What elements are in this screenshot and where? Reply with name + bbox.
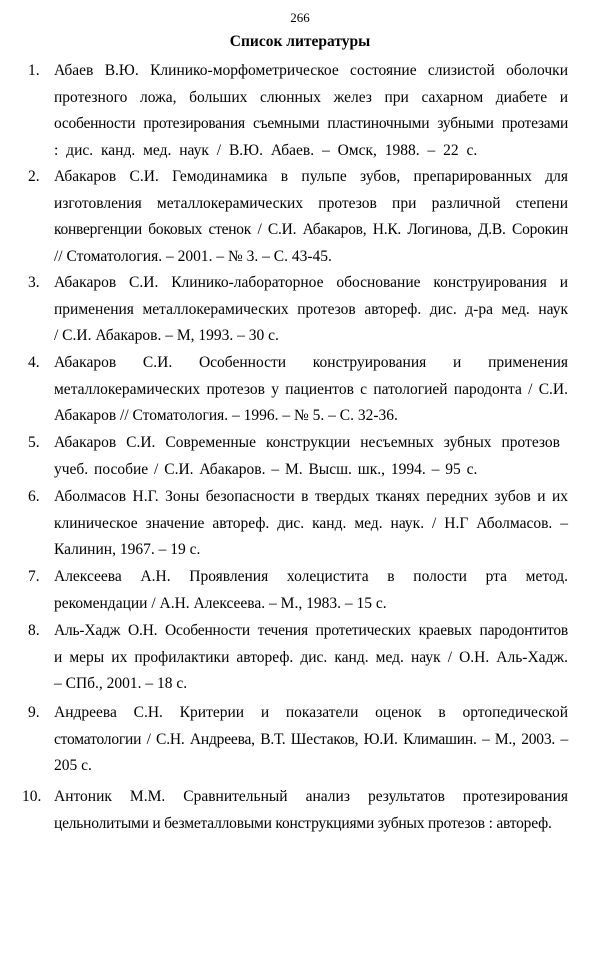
reference-number: 7. (28, 568, 40, 585)
reference-line: Абакаров С.И. Современные конструкции несъемных зубных протезов (54, 434, 560, 451)
reference-number: 3. (28, 274, 40, 291)
reference-item-8 (28, 618, 568, 698)
reference-line: Абаев В.Ю. Клинико-морфометрическое состояние слизистой оболочки (54, 62, 568, 79)
reference-line: конвергенции боковых стенок / С.И. Абакаров, Н.К. Логинова, Д.В. Сорокин (54, 221, 568, 238)
reference-line: Калинин, 1967. – 19 с. (54, 541, 201, 558)
reference-line: и меры их профилактики автореф. дис. канд. мед. наук / О.Н. Аль-Хадж. (54, 648, 568, 666)
reference-item-6 (28, 484, 568, 564)
reference-number: 9. (28, 704, 40, 721)
reference-item-2 (28, 164, 568, 270)
reference-line: / С.И. Абакаров. – М, 1993. – 30 с. (54, 327, 279, 344)
reference-line: Абакаров С.И. Гемодинамика в пульпе зубов, препарированных для (54, 168, 568, 185)
reference-line: Андреева С.Н. Критерии и показатели оценок в ортопедической (54, 704, 568, 721)
reference-number: 2. (28, 168, 40, 185)
reference-line: Абакаров // Стоматология. – 1996. – № 5. – С. 32-36. (54, 407, 398, 424)
reference-line: рекомендации / А.Н. Алексеева. – М., 1983. – 15 с. (54, 594, 387, 612)
reference-item-7 (28, 564, 568, 617)
page-title: Список литературы (229, 33, 371, 50)
reference-line: Абакаров С.И. Клинико-лабораторное обоснование конструирования и (54, 274, 568, 291)
reference-line: учеб. пособие / С.И. Абакаров. – М. Высш. шк., 1994. – 95 с. (54, 460, 478, 478)
reference-line: 205 с. (54, 757, 92, 774)
reference-number: 8. (28, 622, 40, 639)
reference-number: 5. (28, 434, 40, 451)
reference-line: металлокерамических протезов у пациентов с патологией пародонта / С.И. (54, 380, 568, 398)
reference-line: – СПб., 2001. – 18 с. (54, 675, 188, 692)
reference-item-5 (28, 430, 568, 483)
reference-line: клиническое значение автореф. дис. канд. мед. наук. / Н.Г Аболмасов. – (54, 514, 568, 532)
reference-number: 1. (28, 62, 40, 79)
reference-item-10 (22, 784, 568, 837)
reference-line: применения металлокерамических протезов автореф. дис. д-ра мед. наук (54, 300, 568, 318)
reference-line: Алексеева А.Н. Проявления холецистита в полости рта метод. (54, 568, 568, 585)
reference-number: 6. (28, 488, 40, 505)
reference-line: : дис. канд. мед. наук / В.Ю. Абаев. – Омск, 1988. – 22 с. (54, 141, 478, 159)
reference-line: Антоник М.М. Сравнительный анализ результатов протезирования (54, 788, 568, 805)
reference-item-3 (28, 270, 568, 350)
reference-line: изготовления металлокерамических протезов при различной степени (54, 194, 568, 212)
reference-line: стоматологии / С.Н. Андреева, В.Т. Шестаков, Ю.И. Климашин. – М., 2003. – (54, 730, 568, 748)
reference-line: Абакаров С.И. Особенности конструирования и применения (54, 354, 568, 371)
reference-item-9 (28, 700, 568, 780)
reference-line: Аль-Хадж О.Н. Особенности течения протетических краевых пародонтитов (54, 622, 568, 639)
reference-line: Аболмасов Н.Г. Зоны безопасности в твердых тканях передних зубов и их (54, 488, 568, 505)
reference-line: протезного ложа, больших слюнных желез при сахарном диабете и (54, 88, 568, 106)
reference-number: 10. (22, 788, 42, 805)
page-number: 266 (290, 10, 310, 25)
reference-line: // Стоматология. – 2001. – № 3. – С. 43-45. (54, 247, 332, 265)
reference-item-4 (28, 350, 568, 430)
reference-number: 4. (28, 354, 40, 371)
reference-line: цельнолитыми и безметалловыми конструкциями зубных протезов : автореф. (54, 814, 552, 832)
reference-item-1 (28, 58, 568, 164)
reference-line: особенности протезирования съемными пластиночными зубными протезами (54, 115, 568, 132)
